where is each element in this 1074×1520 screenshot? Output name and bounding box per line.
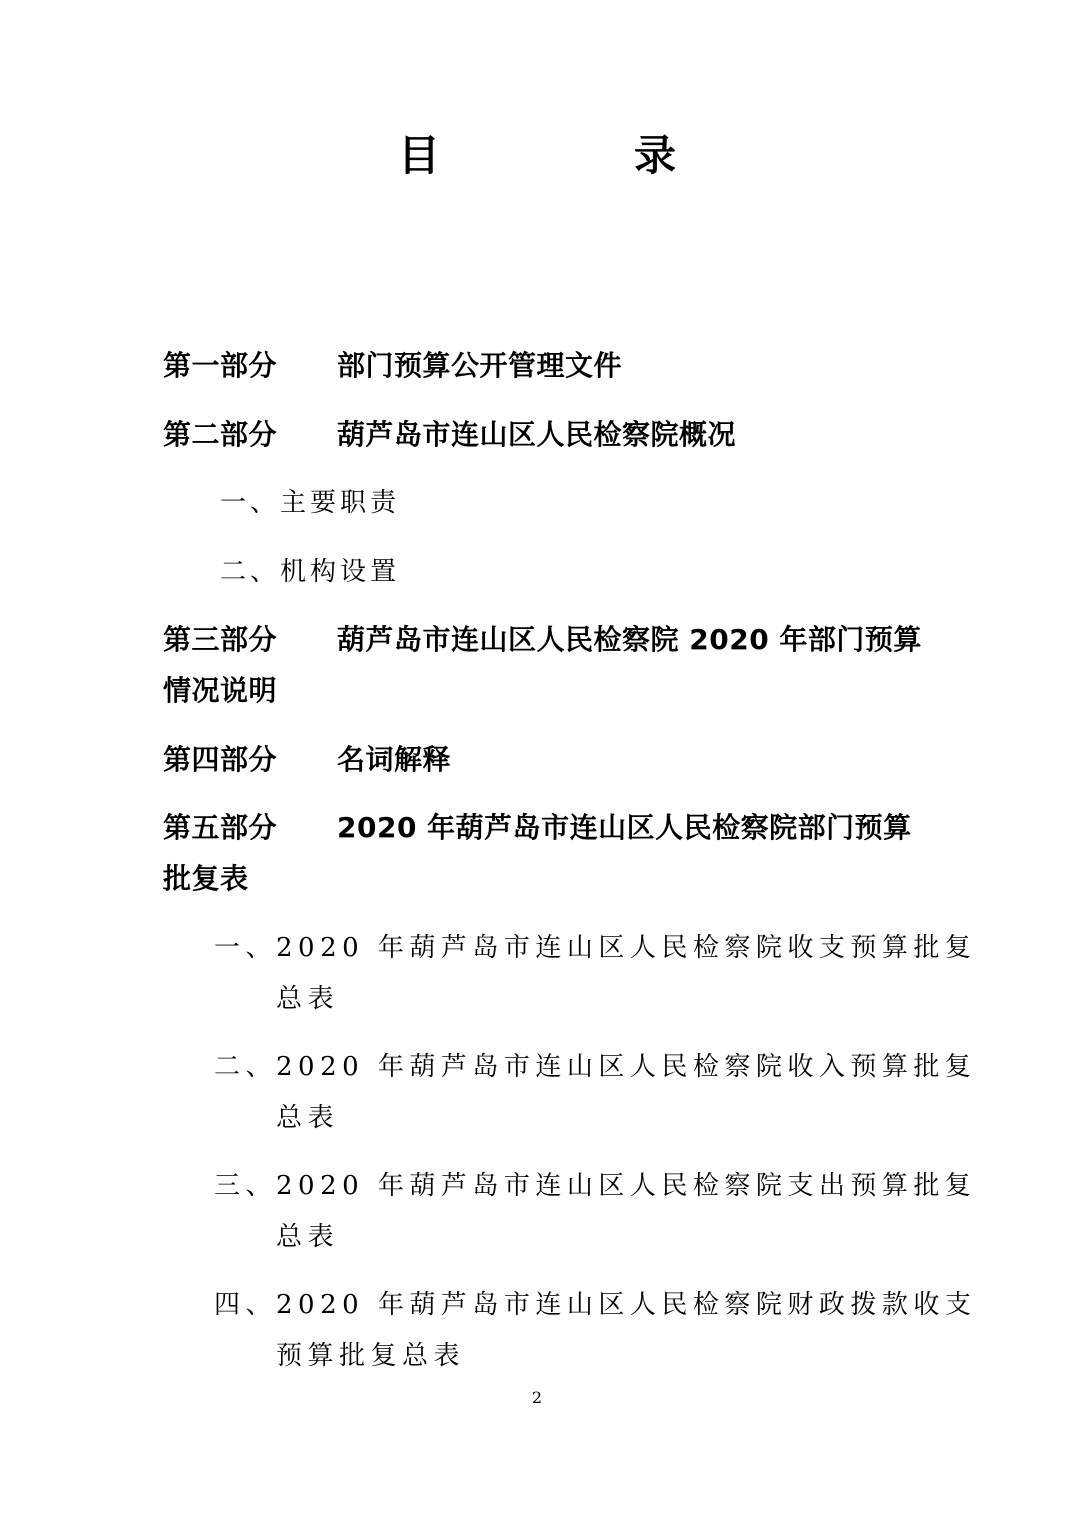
toc-part-4 bbox=[163, 740, 451, 780]
toc-item-continuation: 总表 bbox=[276, 1103, 340, 1133]
toc-part-label: 第四部分 bbox=[163, 743, 278, 776]
toc-part-3 bbox=[163, 620, 922, 660]
toc-item-title: 2020 年葫芦岛市连山区人民检察院收支预算批复 bbox=[276, 933, 977, 963]
toc-part-label: 第五部分 bbox=[163, 811, 278, 844]
toc-part-label: 第二部分 bbox=[163, 418, 278, 451]
toc-part-2 bbox=[163, 415, 736, 455]
toc-part-1 bbox=[163, 346, 622, 386]
toc-item-continuation: 预算批复总表 bbox=[276, 1341, 466, 1371]
toc-item-number: 一、 bbox=[214, 933, 278, 963]
toc-table-item bbox=[214, 1285, 976, 1325]
toc-part-title: 葫芦岛市连山区人民检察院概况 bbox=[337, 418, 737, 451]
toc-item-number: 四、 bbox=[214, 1290, 278, 1320]
toc-item-number: 二、 bbox=[214, 1052, 278, 1082]
toc-item-title: 2020 年葫芦岛市连山区人民检察院财政拨款收支 bbox=[276, 1290, 977, 1320]
toc-subitem: 二、机构设置 bbox=[220, 557, 401, 587]
toc-part-3-continuation: 情况说明 bbox=[163, 674, 278, 707]
toc-table-item bbox=[214, 928, 976, 968]
toc-table-item bbox=[214, 1166, 976, 1206]
toc-item-title: 2020 年葫芦岛市连山区人民检察院收入预算批复 bbox=[276, 1052, 977, 1082]
toc-part-5-continuation: 批复表 bbox=[163, 862, 249, 895]
toc-subitem: 一、主要职责 bbox=[220, 488, 401, 518]
toc-item-continuation: 总表 bbox=[276, 1222, 340, 1252]
toc-part-title: 部门预算公开管理文件 bbox=[337, 349, 623, 382]
toc-item-number: 三、 bbox=[214, 1171, 278, 1201]
toc-part-title: 葫芦岛市连山区人民检察院 2020 年部门预算 bbox=[337, 623, 922, 656]
toc-part-5 bbox=[163, 808, 912, 848]
page-number: 2 bbox=[531, 1388, 543, 1407]
page-title: 目 录 bbox=[397, 131, 752, 180]
toc-part-title: 名词解释 bbox=[337, 743, 452, 776]
toc-table-item bbox=[214, 1047, 976, 1087]
toc-part-title: 2020 年葫芦岛市连山区人民检察院部门预算 bbox=[337, 811, 912, 844]
toc-part-label: 第三部分 bbox=[163, 623, 278, 656]
toc-item-continuation: 总表 bbox=[276, 984, 340, 1014]
toc-item-title: 2020 年葫芦岛市连山区人民检察院支出预算批复 bbox=[276, 1171, 977, 1201]
toc-part-label: 第一部分 bbox=[163, 349, 278, 382]
